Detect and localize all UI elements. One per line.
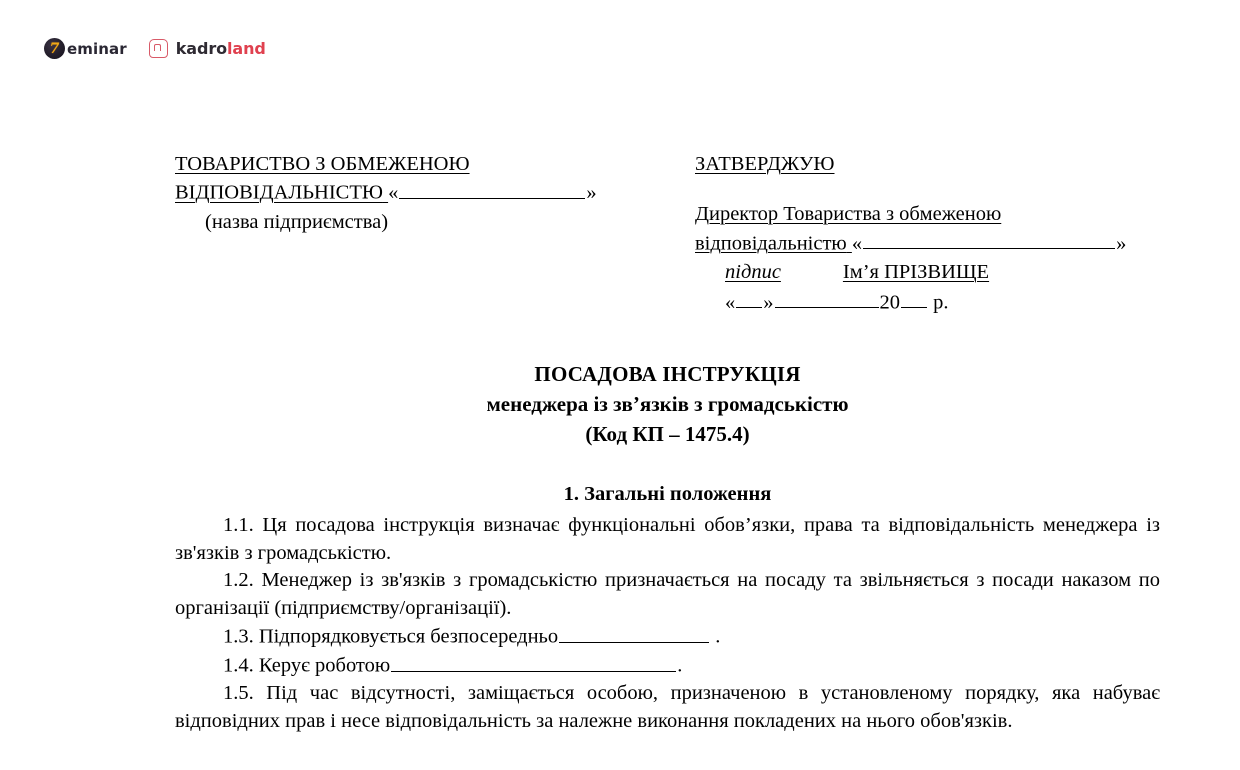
- organisation-quote-close: »: [586, 181, 597, 204]
- kadroland-house-icon: [149, 39, 168, 58]
- approval-block: [695, 150, 1160, 316]
- date-year-blank[interactable]: [901, 288, 927, 308]
- paragraph-1-3: [175, 622, 1160, 651]
- organisation-block: [175, 150, 695, 236]
- paragraph-1-1: 1.1. Ця посадова інструкція визначає функціональні обов’язки, права та відповідальність менеджера із зв'язків з громадськістю.: [175, 514, 1160, 564]
- document-title: ПОСАДОВА ІНСТРУКЦІЯ: [534, 362, 801, 387]
- kadroland-logo-text: [176, 39, 266, 58]
- director-line-1: [695, 200, 1160, 228]
- organisation-name-part-2: ВІДПОВІДАЛЬНІСТЮ: [175, 181, 383, 204]
- document-classifier-code: (Код КП – 1475.4): [585, 421, 750, 446]
- paragraph-1-4: [175, 651, 1160, 680]
- paragraph-1-4-suffix: .: [677, 654, 683, 677]
- director-title-part-1: Директор Товариства з обмеженою: [695, 203, 1002, 226]
- organisation-name-part-1: ТОВАРИСТВО З ОБМЕЖЕНОЮ: [175, 153, 470, 175]
- paragraph-1-4-blank[interactable]: [391, 651, 676, 671]
- document-header-row: [175, 150, 1160, 316]
- signatory-name-label: Ім’я ПРІЗВИЩЕ: [842, 261, 990, 284]
- paragraph-1-5: 1.5. Під час відсутності, заміщається особою, призначеною в установленому порядку, яка набуває відповідних прав і несе відповідальність за належне виконання покладених на нього обов'язків.: [175, 682, 1160, 732]
- date-day-blank[interactable]: [736, 288, 762, 308]
- paragraph-1-3-suffix: .: [715, 625, 721, 648]
- document-subtitle: менеджера із зв’язків з громадськістю: [486, 392, 849, 417]
- director-quote-close: »: [1116, 232, 1127, 255]
- seminar-seven-icon: 7: [44, 38, 65, 59]
- date-quote-open: «: [725, 291, 736, 314]
- date-year-prefix: 20: [879, 291, 900, 314]
- organisation-caption: (назва підприємства): [205, 211, 389, 234]
- kadroland-logo[interactable]: [149, 39, 266, 58]
- signature-label: підпис: [725, 261, 781, 284]
- kadroland-text-dark: kadro: [175, 39, 228, 58]
- director-org-blank[interactable]: [863, 229, 1115, 249]
- approve-label: ЗАТВЕРДЖУЮ: [695, 153, 835, 175]
- organisation-line-2: [175, 178, 695, 207]
- document-body: [175, 150, 1160, 736]
- approve-label-row: [695, 150, 1160, 178]
- date-quote-close: »: [763, 291, 774, 314]
- organisation-name-blank[interactable]: [399, 178, 585, 198]
- director-title-part-2: відповідальністю: [695, 232, 847, 255]
- kadroland-text-accent: land: [227, 39, 266, 58]
- paragraph-1-3-prefix: 1.3. Підпорядковується безпосередньо: [223, 625, 559, 648]
- approval-date-row: [695, 288, 1160, 317]
- document-title-block: [175, 360, 1160, 449]
- seminar-logo[interactable]: [44, 38, 127, 59]
- seminar-logo-text: eminar: [67, 39, 127, 58]
- organisation-line-1: [175, 150, 695, 178]
- date-year-suffix: р.: [933, 291, 949, 314]
- director-line-2: [695, 229, 1160, 258]
- section-heading-1: 1. Загальні положення: [563, 482, 772, 505]
- signature-row: [695, 258, 1160, 286]
- paragraph-1-4-prefix: 1.4. Керує роботою: [223, 654, 391, 677]
- branding-logo-bar: [44, 38, 266, 59]
- paragraph-1-3-blank[interactable]: [559, 622, 709, 642]
- organisation-quote-open: «: [388, 181, 399, 204]
- date-month-blank[interactable]: [775, 288, 879, 308]
- director-quote-open: «: [851, 232, 863, 255]
- paragraph-1-2: 1.2. Менеджер із зв'язків з громадськістю призначається на посаду та звільняється з посади наказом по організації (підприємству/організації).: [175, 569, 1160, 619]
